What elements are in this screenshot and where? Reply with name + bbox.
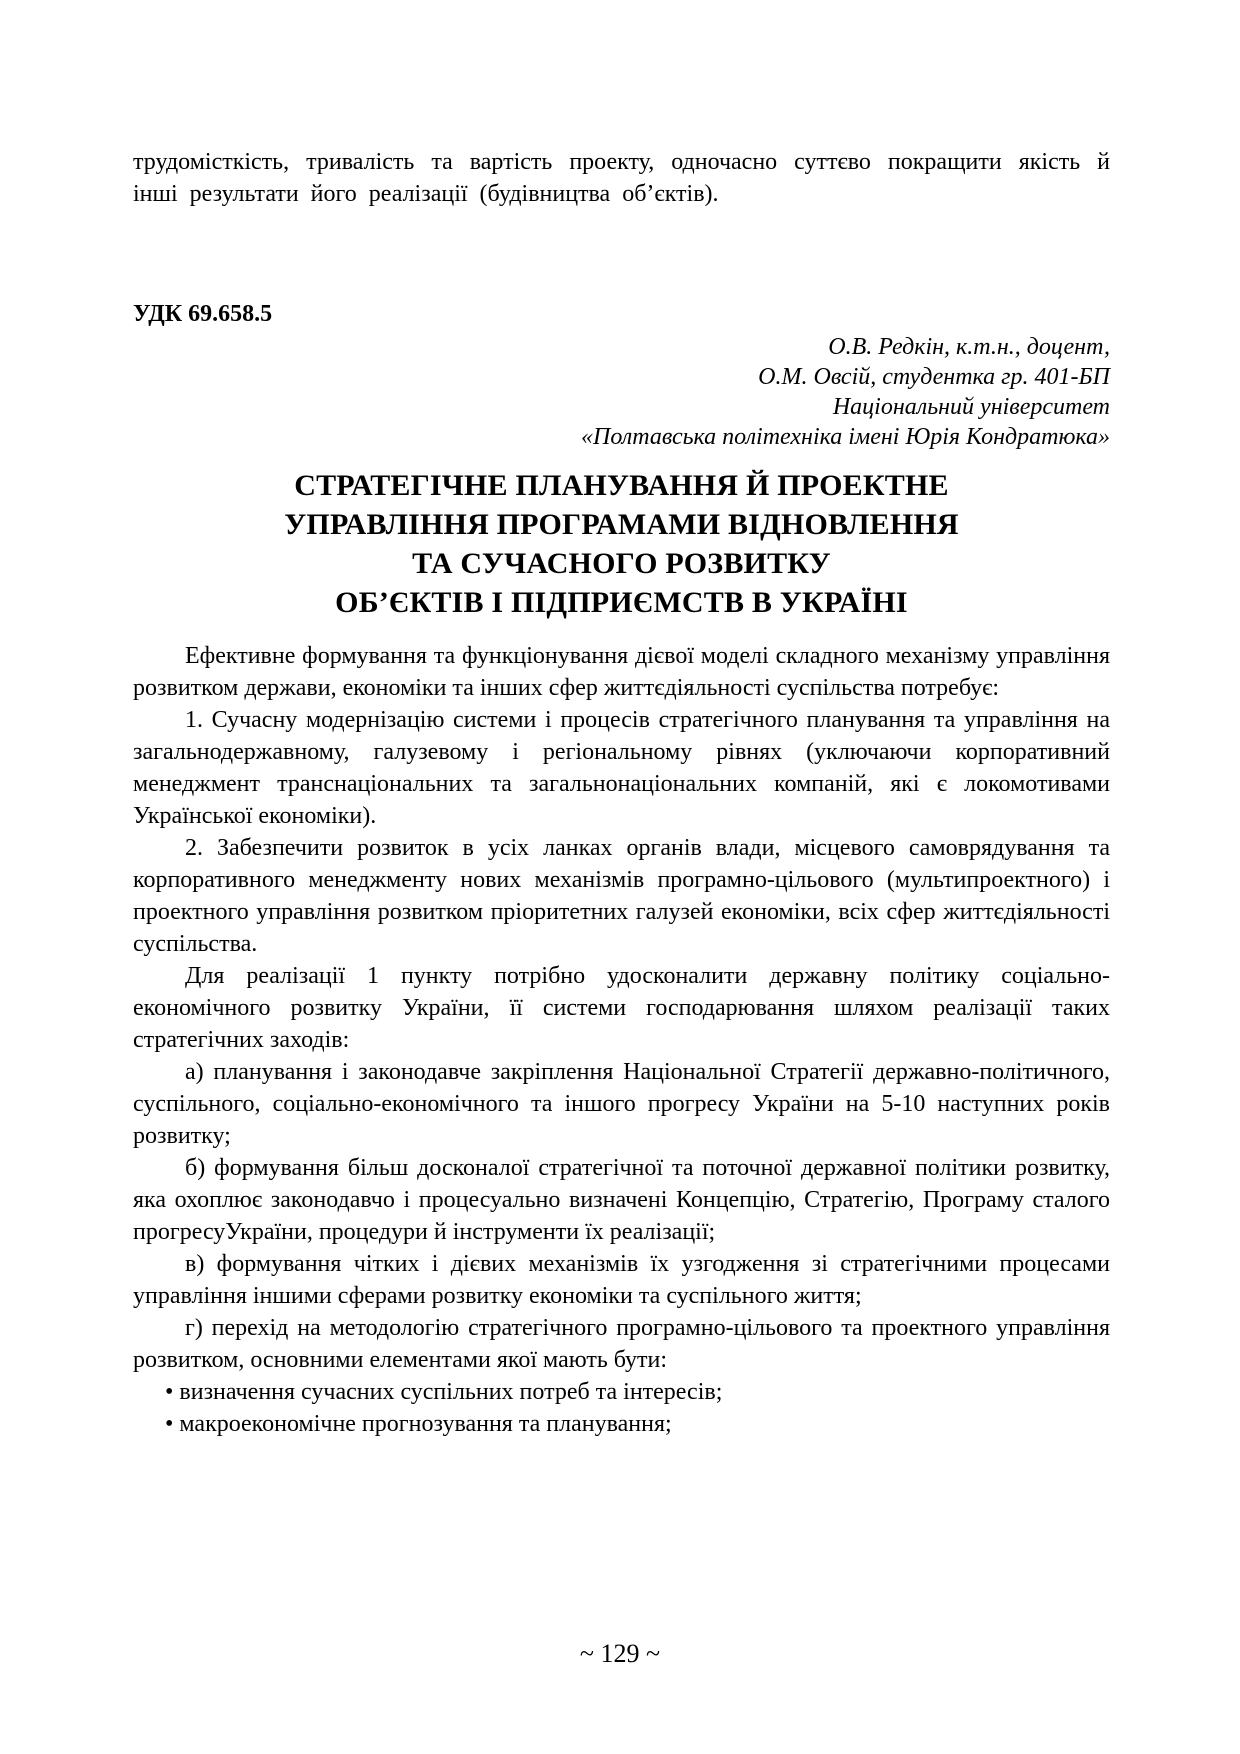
author-block — [133, 332, 1110, 452]
intro-paragraph: трудомісткість, тривалість та вартість проекту, одночасно суттєво покращити якість й інші результати його реалізації (будівництва об’єктів). — [133, 149, 1110, 207]
body-paragraph-5: а) планування і законодавче закріплення Національної Стратегії державно-політичного, суспільного, соціально-економічного та іншого прогресу України на 5-10 наступних років розвитку; — [133, 1059, 1110, 1149]
body-paragraph-2: 1. Сучасну модернізацію системи і процесів стратегічного планування та управління на загальнодержавному, галузевому і регіональному рівнях (уключаючи корпоративний менеджмент транснаціональних та загальнонаціональних компаній, які є локомотивами Української економіки). — [133, 707, 1110, 829]
article-title-line-4: ОБ’ЄКТІВ І ПІДПРИЄМСТВ В УКРАЇНІ — [335, 586, 908, 619]
page-content — [133, 0, 1110, 1440]
udc-code: УДК 69.658.5 — [133, 301, 273, 327]
page-number: ~ 129 ~ — [579, 1639, 661, 1668]
article-title-line-1: СТРАТЕГІЧНЕ ПЛАНУВАННЯ Й ПРОЕКТНЕ — [294, 469, 949, 502]
body-paragraph-7: в) формування чітких і дієвих механізмів їх узгодження зі стратегічними процесами управління іншими сферами розвитку економіки та суспільного життя; — [133, 1251, 1110, 1309]
body-paragraph-3: 2. Забезпечити розвиток в усіх ланках органів влади, місцевого самоврядування та корпоративного менеджменту нових механізмів програмно-цільового (мультипроектного) і проектного управління розвитком пріоритетних галузей економіки, всіх сфер життєдіяльності суспільства. — [133, 835, 1110, 957]
article-title — [133, 466, 1110, 622]
author-line-1: О.В. Редкін, к.т.н., доцент, — [828, 334, 1110, 360]
body-paragraph-6: б) формування більш досконалої стратегічної та поточної державної політики розвитку, яка охоплює законодавчо і процесуально визначені Концепцію, Стратегію, Програму сталого прогресуУкраїни, процедури й інструменти їх реалізації; — [133, 1155, 1110, 1245]
body-paragraph-1: Ефективне формування та функціонування дієвої моделі складного механізму управління розвитком держави, економіки та інших сфер життєдіяльності суспільства потребує: — [133, 643, 1110, 701]
body-paragraph-8: г) перехід на методологію стратегічного програмно-цільового та проектного управління розвитком, основними елементами якої мають бути: — [133, 1315, 1110, 1373]
body-paragraph-4: Для реалізації 1 пункту потрібно удосконалити державну політику соціально-економічного розвитку України, її системи господарювання шляхом реалізації таких стратегічних заходів: — [133, 963, 1110, 1053]
author-line-2: О.М. Овсій, студентка гр. 401-БП — [758, 364, 1110, 390]
article-body — [133, 640, 1110, 1440]
affiliation-line-2: «Полтавська політехніка імені Юрія Кондратюка» — [581, 424, 1110, 450]
article-title-line-2: УПРАВЛІННЯ ПРОГРАМАМИ ВІДНОВЛЕННЯ — [284, 508, 959, 541]
bullet-item-2: • макроекономічне прогнозування та планування; — [165, 1411, 672, 1437]
affiliation-line-1: Національний університет — [832, 394, 1110, 420]
bullet-item-1: • визначення сучасних суспільних потреб та інтересів; — [165, 1379, 723, 1405]
article-title-line-3: ТА СУЧАСНОГО РОЗВИТКУ — [412, 547, 831, 580]
